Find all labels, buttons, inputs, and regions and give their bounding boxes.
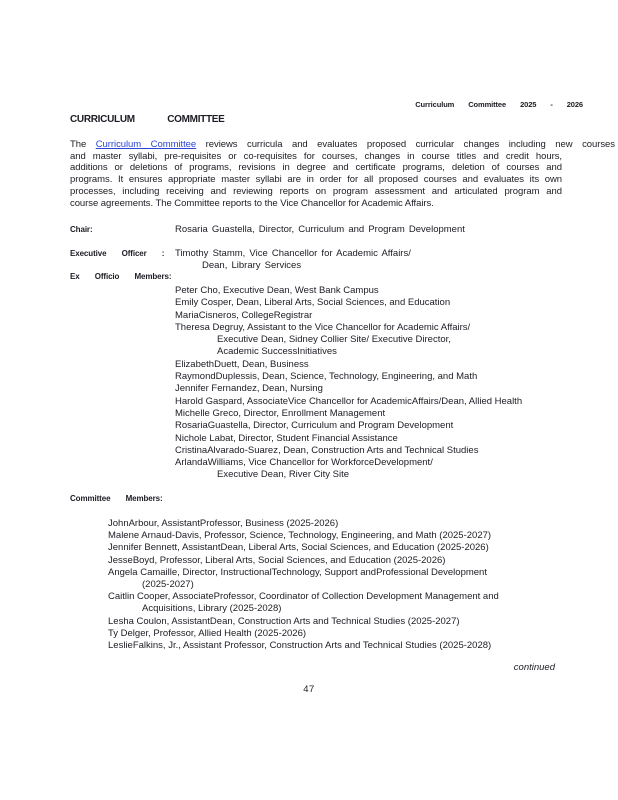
member-line: ElizabethDuett, Dean, Business	[175, 358, 309, 370]
executive-officer-line-1: Timothy Stamm, Vice Chancellor for Academic Affairs/	[175, 248, 411, 259]
member-line: JohnArbour, AssistantProfessor, Business (2025-2026)	[108, 518, 339, 529]
list-item	[175, 285, 522, 297]
curriculum-committee-link[interactable]: Curriculum Committee	[95, 139, 197, 150]
page-title: CURRICULUM COMMITTEE	[70, 114, 225, 125]
member-line: Nichole Labat, Director, Student Financial Assistance	[175, 432, 398, 444]
committee-members-label-row	[70, 494, 175, 503]
running-header: Curriculum Committee 2025 - 2026	[415, 100, 583, 109]
intro-line: programs. It ensures appropriate master syllabi are in order for all proposed courses and evaluates its own	[70, 174, 562, 186]
member-line: (2025-2027)	[142, 579, 194, 591]
list-item	[108, 530, 499, 542]
list-item	[175, 322, 522, 359]
executive-officer-value	[175, 248, 411, 273]
ex-officio-members-list	[175, 285, 522, 482]
list-item	[108, 542, 499, 554]
list-item	[175, 383, 522, 395]
member-line: Michelle Greco, Director, Enrollment Management	[175, 407, 386, 419]
member-line: Harold Gaspard, AssociateVice Chancellor for AcademicAffairs/Dean, Allied Health	[175, 395, 523, 407]
member-line: Malene Arnaud-Davis, Professor, Science, Technology, Engineering, and Math (2025-2027)	[108, 530, 492, 542]
list-item	[108, 628, 499, 640]
continued-note: continued	[513, 662, 555, 673]
ex-officio-label-row	[70, 272, 175, 281]
list-item	[175, 297, 522, 309]
member-line: RosariaGuastella, Director, Curriculum and Program Development	[175, 420, 454, 432]
member-line: Peter Cho, Executive Dean, West Bank Campus	[175, 285, 379, 296]
list-item	[175, 433, 522, 445]
list-item	[108, 591, 499, 615]
member-line: Emily Cosper, Dean, Liberal Arts, Social Sciences, and Education	[175, 297, 451, 309]
intro-body-lines	[70, 151, 615, 198]
member-line: Jennifer Bennett, AssistantDean, Liberal Arts, Social Sciences, and Education (2025-2026)	[108, 542, 489, 554]
list-item	[175, 420, 522, 432]
intro-last-line: course agreements. The Committee reports to the Vice Chancellor for Academic Affairs.	[70, 197, 434, 209]
executive-officer-label: Executive Officer :	[70, 249, 165, 258]
intro-line: additions or deletions of programs, revisions in degree and certificate programs, deletion of courses and	[70, 162, 562, 174]
member-line: CristinaAlvarado-Suarez, Dean, Construction Arts and Technical Studies	[175, 444, 479, 456]
list-item	[175, 457, 522, 482]
member-line: LeslieFalkins, Jr., Assistant Professor, Construction Arts and Technical Studies (2025-2028)	[108, 640, 492, 652]
list-item	[175, 359, 522, 371]
chair-label: Chair:	[70, 225, 93, 234]
list-item	[175, 445, 522, 457]
member-line: MariaCisneros, CollegeRegistrar	[175, 309, 313, 321]
member-line: Executive Dean, River City Site	[217, 469, 349, 481]
list-item	[108, 640, 499, 652]
chair-value: Rosaria Guastella, Director, Curriculum and Program Development	[175, 224, 465, 235]
member-line: Angela Camaille, Director, InstructionalTechnology, Support andProfessional Development	[108, 566, 487, 578]
member-line: Caitlin Cooper, AssociateProfessor, Coordinator of Collection Development Management and	[108, 591, 499, 603]
member-line: Ty Delger, Professor, Allied Health (2025-2026)	[108, 627, 307, 639]
member-line: Academic SuccessInitiatives	[217, 346, 337, 358]
ex-officio-label: Ex Officio Members:	[70, 272, 172, 281]
member-line: Acquisitions, Library (2025-2028)	[142, 603, 282, 615]
member-line: Executive Dean, Sidney Collier Site/ Executive Director,	[217, 334, 451, 346]
list-item	[108, 567, 499, 591]
executive-officer-line-2: Dean, Library Services	[202, 260, 302, 272]
intro-line-1-pre: The	[70, 139, 96, 150]
list-item	[175, 371, 522, 383]
list-item	[175, 310, 522, 322]
intro-paragraph	[70, 139, 615, 209]
member-line: RaymondDuplessis, Dean, Science, Technology, Engineering, and Math	[175, 371, 478, 383]
member-line: JesseBoyd, Professor, Liberal Arts, Social Sciences, and Education (2025-2026)	[108, 554, 446, 566]
list-item	[175, 396, 522, 408]
page-number: 47	[303, 684, 315, 695]
list-item	[108, 555, 499, 567]
committee-members-list	[108, 518, 499, 652]
list-item	[175, 408, 522, 420]
committee-members-label: Committee Members:	[70, 494, 163, 503]
intro-line: processes, including receiving and reviewing reports on program assessment and articulated program and	[70, 185, 562, 197]
list-item	[108, 616, 499, 628]
executive-officer-row	[70, 248, 411, 273]
intro-line-1	[70, 139, 615, 151]
member-line: Jennifer Fernandez, Dean, Nursing	[175, 383, 323, 395]
chair-row	[70, 224, 465, 236]
intro-line: and master syllabi, pre-requisites or co-requisites for courses, changes in course titles and credit hours,	[70, 150, 562, 162]
list-item	[108, 518, 499, 530]
member-line: ArlandaWilliams, Vice Chancellor for WorkforceDevelopment/	[175, 457, 433, 469]
intro-line-1-post: reviews curricula and evaluates proposed curricular changes including new courses	[196, 139, 615, 150]
member-line: Lesha Coulon, AssistantDean, Construction Arts and Technical Studies (2025-2027)	[108, 615, 460, 627]
member-line: Theresa Degruy, Assistant to the Vice Chancellor for Academic Affairs/	[175, 321, 471, 333]
